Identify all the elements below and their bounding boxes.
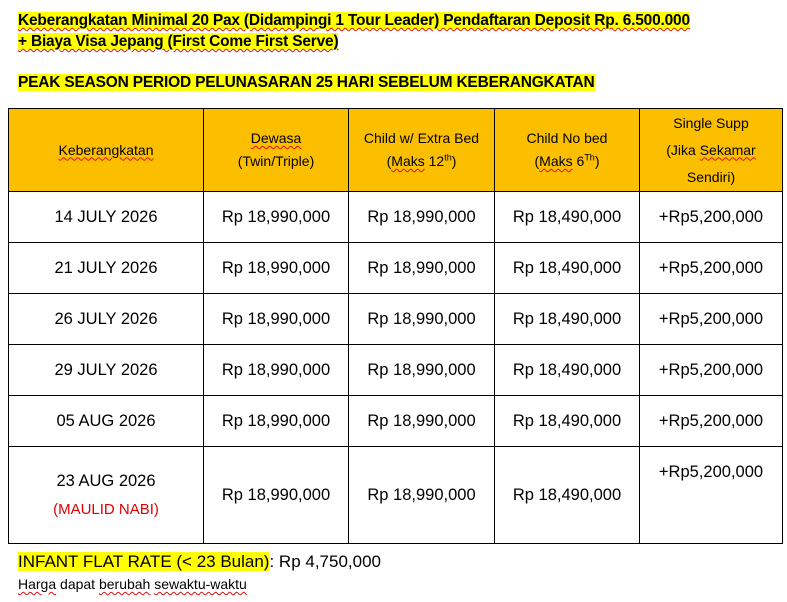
price-child-extra-bed: Rp 18,990,000: [349, 345, 495, 396]
departure-date: 21 JULY 2026: [9, 243, 204, 294]
header-child-no-bed: Child No bed (Maks 6Th): [495, 109, 640, 192]
price-child-extra-bed: Rp 18,990,000: [349, 396, 495, 447]
table-row: [9, 243, 783, 294]
price-disclaimer: Harga dapat berubah sewaktu-waktu: [18, 576, 247, 592]
price-single-supp: +Rp5,200,000: [640, 192, 783, 243]
price-child-no-bed: Rp 18,490,000: [495, 447, 640, 544]
price-child-no-bed: Rp 18,490,000: [495, 243, 640, 294]
price-child-extra-bed: Rp 18,990,000: [349, 243, 495, 294]
price-single-supp: +Rp5,200,000: [640, 294, 783, 345]
header-child-extra-bed: Child w/ Extra Bed (Maks 12th): [349, 109, 495, 192]
departure-date: 26 JULY 2026: [9, 294, 204, 345]
holiday-note: (MAULID NABI): [53, 501, 159, 518]
price-adult: Rp 18,990,000: [204, 396, 349, 447]
table-row: [9, 396, 783, 447]
price-child-no-bed: Rp 18,490,000: [495, 294, 640, 345]
price-adult: Rp 18,990,000: [204, 192, 349, 243]
price-single-supp: +Rp5,200,000: [640, 345, 783, 396]
table-row: [9, 447, 783, 544]
departure-date: 23 AUG 2026: [56, 472, 156, 490]
header-departure: Keberangkatan: [9, 109, 204, 192]
price-adult: Rp 18,990,000: [204, 243, 349, 294]
price-child-no-bed: Rp 18,490,000: [495, 192, 640, 243]
price-child-extra-bed: Rp 18,990,000: [349, 447, 495, 544]
departure-date: 14 JULY 2026: [9, 192, 204, 243]
departure-date: 29 JULY 2026: [9, 345, 204, 396]
price-single-supp: +Rp5,200,000: [640, 243, 783, 294]
notice-line-2: + Biaya Visa Jepang (First Come First Serve): [18, 33, 339, 50]
price-single-supp: +Rp5,200,000: [640, 447, 783, 544]
price-adult: Rp 18,990,000: [204, 294, 349, 345]
price-single-supp: +Rp5,200,000: [640, 396, 783, 447]
header-adult: Dewasa (Twin/Triple): [204, 109, 349, 192]
price-child-no-bed: Rp 18,490,000: [495, 396, 640, 447]
table-header-row: [9, 109, 783, 192]
table-row: [9, 192, 783, 243]
price-adult: Rp 18,990,000: [204, 447, 349, 544]
price-child-no-bed: Rp 18,490,000: [495, 345, 640, 396]
notice-line-1: Keberangkatan Minimal 20 Pax (Didampingi 1 Tour Leader) Pendaftaran Deposit Rp. 6.500.000: [18, 12, 690, 29]
infant-label: INFANT FLAT RATE (< 23 Bulan): [18, 552, 270, 571]
table-row: [9, 345, 783, 396]
departure-date-cell: [9, 447, 204, 544]
infant-rate: [18, 552, 381, 572]
price-child-extra-bed: Rp 18,990,000: [349, 192, 495, 243]
price-table: [8, 108, 783, 544]
table-row: [9, 294, 783, 345]
price-child-extra-bed: Rp 18,990,000: [349, 294, 495, 345]
infant-value: : Rp 4,750,000: [269, 552, 381, 571]
header-single-supp: Single Supp (Jika Sekamar Sendiri): [640, 109, 783, 192]
departure-date: 05 AUG 2026: [9, 396, 204, 447]
deposit-notice: [18, 10, 778, 52]
price-adult: Rp 18,990,000: [204, 345, 349, 396]
peak-season-title: PEAK SEASON PERIOD PELUNASARAN 25 HARI SEBELUM KEBERANGKATAN: [18, 74, 595, 91]
